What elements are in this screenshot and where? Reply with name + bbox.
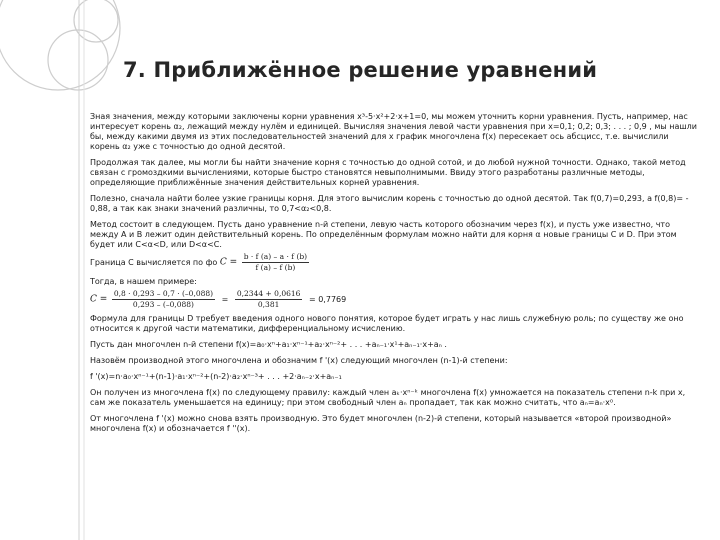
ring-large-icon: [0, 0, 120, 90]
formula-c-fraction: [242, 252, 309, 273]
paragraph-9: Назовём производной этого многочлена и обозначим f '(x) следующий многочлен (n-1)-й степени:: [90, 356, 508, 365]
formula-example-equals-1: =: [221, 294, 229, 304]
formula-example-fraction-1: [112, 289, 215, 310]
slide-title: 7. Приближённое решение уравнений: [123, 58, 598, 82]
ring-medium-icon: [48, 30, 108, 90]
paragraph-4: Метод состоит в следующем. Пусть дано уравнение n-й степени, левую часть которого обозначим через f(x), и пусть уже известно, что между A и B лежит один действительный корень. По определённым формулам можно найти для корня α новые границы C и D. При этом будет или C<α<D, или D<α<C.: [90, 220, 677, 249]
paragraph-3: Полезно, сначала найти более узкие границы корня. Для этого вычислим корень с точностью до одной десятой. Так f(0,7)=0,293, а f(0,8)= - 0,88, а так как знаки значений различны, то 0,7<α₂<0,8.: [90, 194, 689, 213]
formula-c-denominator: f (a) – f (b): [255, 263, 296, 272]
paragraph-10: f '(x)=n·a₀·xⁿ⁻¹+(n-1)·a₁·xⁿ⁻²+(n-2)·a₂·xⁿ⁻³+ . . . +2·aₙ₋₂·x+aₙ₋₁: [90, 372, 342, 381]
paragraph-2: Продолжая так далее, мы могли бы найти значение корня с точностью до одной сотой, и до любой нужной точности. Однако, такой метод связан с громоздкими вычислениями, которые быстро становятся невыполнимыми. Ввиду этого разработаны различные методы, определяющие приближённые значения действительных корней уравнения.: [90, 158, 686, 187]
ring-small-icon: [74, 0, 118, 42]
formula-c-line: [90, 252, 698, 273]
slide-body: [90, 112, 698, 440]
formula-example-denominator-1: 0,293 – (–0,088): [132, 300, 194, 309]
formula-c-numerator: b · f (a) – a · f (b): [243, 252, 308, 261]
paragraph-8: Пусть дан многочлен n-й степени f(x)=a₀·xⁿ+a₁·xⁿ⁻¹+a₂·xⁿ⁻²+ . . . +aₙ₋₁·x¹+aₙ₋₁·x+aₙ .: [90, 340, 447, 349]
formula-example-numerator-2: 0,2344 + 0,0616: [236, 289, 301, 298]
paragraph-7: Формула для границы D требует введения одного нового понятия, которое будет играть у нас лишь служебную роль; по существу же оно относится к другой части математики, дифференциальному исчислению.: [90, 314, 684, 333]
paragraph-6: Тогда, в нашем примере:: [90, 277, 197, 286]
formula-example-numerator-1: 0,8 · 0,293 – 0,7 · (–0,088): [113, 289, 214, 298]
formula-example-denominator-2: 0,381: [257, 300, 280, 309]
formula-example-lhs: C =: [90, 294, 108, 305]
paragraph-11: Он получен из многочлена f(x) по следующему правилу: каждый член aₖ·xⁿ⁻ᵏ многочлена f(x) умножается на показатель степени n-k при x, сам же показатель уменьшается на единицу; при этом свободный член aₙ пропадает, так как можно считать, что aₙ=aₙ·x⁰.: [90, 388, 686, 407]
paragraph-1: Зная значения, между которыми заключены корни уравнения x³-5·x²+2·x+1=0, мы можем уточнить корни уравнения. Пусть, например, нас интересует корень α₂, лежащий между нулём и единицей. Вычисляя значения левой части уравнения при x=0,1; 0,2; 0,3; . . . ; 0,9 , мы нашли бы, между какими двумя из этих последовательностей значений для x график многочлена f(x) пересекает ось абсцисс, т.е. вычислили корень α₂ уже с точностью до одной десятой.: [90, 112, 697, 151]
formula-example-fraction-2: [235, 289, 303, 310]
formula-example-line: [90, 289, 698, 310]
formula-c-intro: Граница C вычисляется по фо: [90, 258, 218, 267]
paragraph-12: От многочлена f '(x) можно снова взять производную. Это будет многочлен (n-2)-й степени, который называется «второй производной» многочлена f(x) и обозначается f ''(x).: [90, 414, 672, 433]
formula-c-lhs: C =: [219, 257, 238, 268]
formula-example-result: = 0,7769: [308, 294, 347, 304]
